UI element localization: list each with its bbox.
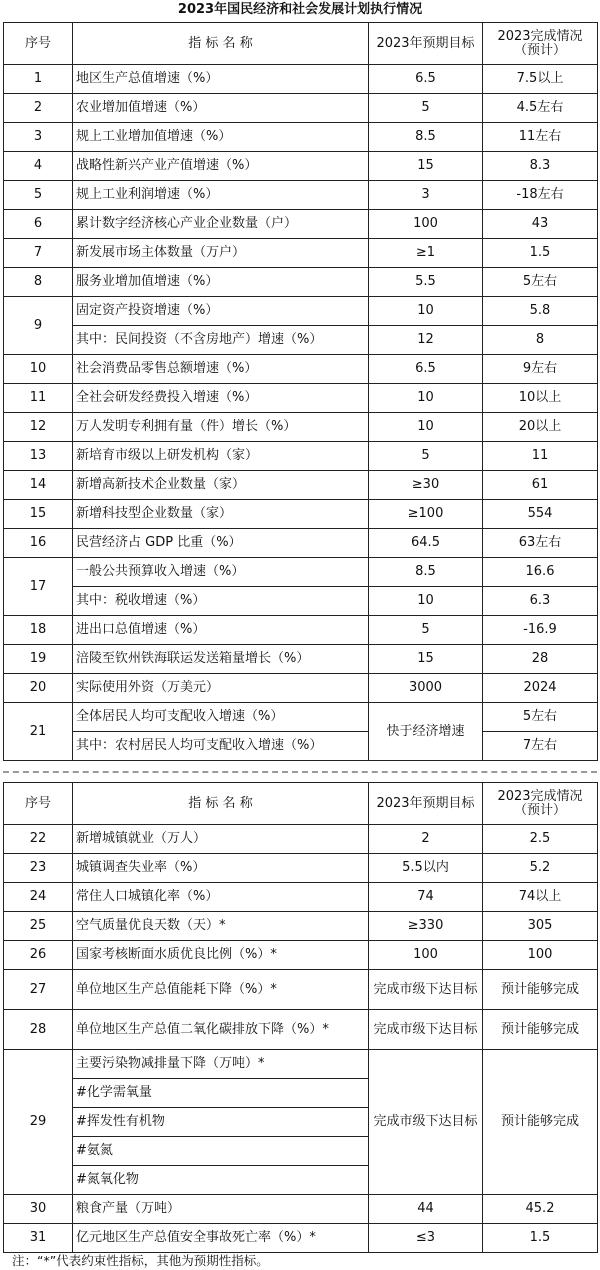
row-seq: 19 [4,645,73,674]
row-target: 10 [369,297,483,326]
row-target: ≥30 [369,471,483,500]
row-result: 5.2 [483,854,598,883]
row-indicator: 地区生产总值增速（%） [73,65,369,94]
row-target: 15 [369,152,483,181]
table-row [4,732,598,761]
row-result: 28 [483,645,598,674]
header-result: 2023完成情况（预计） [483,23,598,65]
row-seq: 30 [4,1195,73,1224]
row-seq: 26 [4,941,73,970]
table-row [4,1224,598,1253]
row-result: 7左右 [483,732,598,761]
row-result: 20以上 [483,413,598,442]
table-row [4,854,598,883]
row-target: 5.5 [369,268,483,297]
row-result: 11 [483,442,598,471]
row-indicator: 固定资产投资增速（%） [73,297,369,326]
table-row [4,413,598,442]
row-seq: 18 [4,616,73,645]
table-row [4,123,598,152]
row-target: 2 [369,825,483,854]
row-result: 8.3 [483,152,598,181]
row-seq: 27 [4,970,73,1010]
row-result: 7.5以上 [483,65,598,94]
row-seq: 5 [4,181,73,210]
row-target: 完成市级下达目标 [369,1010,483,1050]
row-target: 64.5 [369,529,483,558]
table-row [4,326,598,355]
row-seq: 22 [4,825,73,854]
row-result: 11左右 [483,123,598,152]
table-row [4,912,598,941]
table-row [4,1195,598,1224]
row-indicator: 其中：税收增速（%） [73,587,369,616]
table-row [4,297,598,326]
row-target: 5 [369,94,483,123]
table-row [4,384,598,413]
table-row [4,883,598,912]
row-indicator: 规上工业增加值增速（%） [73,123,369,152]
row-seq: 25 [4,912,73,941]
table-header-row [4,23,598,65]
row-indicator: 新培育市级以上研发机构（家） [73,442,369,471]
row-target: 5.5以内 [369,854,483,883]
table-row [4,825,598,854]
row-target: 10 [369,587,483,616]
plan-table-part2 [3,782,598,1253]
row-indicator: 其中：农村居民人均可支配收入增速（%） [73,732,369,761]
row-result: 100 [483,941,598,970]
row-seq: 17 [4,558,73,616]
table-row [4,1050,598,1079]
table-row [4,941,598,970]
table-row [4,65,598,94]
row-indicator: 新增高新技术企业数量（家） [73,471,369,500]
row-indicator: 新增科技型企业数量（家） [73,500,369,529]
row-seq: 31 [4,1224,73,1253]
row-result: 74以上 [483,883,598,912]
header-result: 2023完成情况（预计） [483,783,598,825]
row-result: 6.3 [483,587,598,616]
row-target: 100 [369,210,483,239]
row-indicator: 万人发明专利拥有量（件）增长（%） [73,413,369,442]
row-result: 305 [483,912,598,941]
table-row [4,471,598,500]
row-result: 预计能够完成 [483,1050,598,1195]
row-seq: 20 [4,674,73,703]
page-divider [3,771,597,773]
row-target: 100 [369,941,483,970]
row-target: 5 [369,442,483,471]
row-result: 10以上 [483,384,598,413]
row-seq: 7 [4,239,73,268]
row-result: 4.5左右 [483,94,598,123]
row-target: 44 [369,1195,483,1224]
row-result: -18左右 [483,181,598,210]
row-indicator: 空气质量优良天数（天）* [73,912,369,941]
row-result: 2024 [483,674,598,703]
row-seq: 6 [4,210,73,239]
row-target: 6.5 [369,355,483,384]
row-seq: 4 [4,152,73,181]
row-result: 5左右 [483,268,598,297]
row-result: 5左右 [483,703,598,732]
row-target: 10 [369,413,483,442]
row-indicator: #挥发性有机物 [73,1108,369,1137]
row-indicator: 累计数字经济核心产业企业数量（户） [73,210,369,239]
row-target: 5 [369,616,483,645]
row-result: 预计能够完成 [483,1010,598,1050]
row-seq: 12 [4,413,73,442]
row-indicator: 国家考核断面水质优良比例（%）* [73,941,369,970]
header-indicator: 指 标 名 称 [73,23,369,65]
row-seq: 21 [4,703,73,761]
row-indicator: 其中：民间投资（不含房地产）增速（%） [73,326,369,355]
row-target: ≥1 [369,239,483,268]
table-row [4,94,598,123]
row-result: 1.5 [483,239,598,268]
row-indicator: 规上工业利润增速（%） [73,181,369,210]
header-seq: 序号 [4,23,73,65]
row-seq: 23 [4,854,73,883]
row-seq: 28 [4,1010,73,1050]
row-indicator: 亿元地区生产总值安全事故死亡率（%）* [73,1224,369,1253]
table-row [4,645,598,674]
plan-table-part1 [3,22,598,761]
row-result: 63左右 [483,529,598,558]
row-indicator: 单位地区生产总值能耗下降（%）* [73,970,369,1010]
row-target: 8.5 [369,123,483,152]
table-row [4,181,598,210]
row-result: 1.5 [483,1224,598,1253]
row-indicator: 农业增加值增速（%） [73,94,369,123]
row-result: 61 [483,471,598,500]
row-result: 554 [483,500,598,529]
row-target: 74 [369,883,483,912]
row-seq: 29 [4,1050,73,1195]
row-seq: 1 [4,65,73,94]
row-seq: 10 [4,355,73,384]
row-result: 9左右 [483,355,598,384]
row-target: 15 [369,645,483,674]
row-target: 完成市级下达目标 [369,1050,483,1195]
row-target: 快于经济增速 [369,703,483,761]
row-result: 2.5 [483,825,598,854]
table-row [4,1010,598,1050]
row-target: 完成市级下达目标 [369,970,483,1010]
header-target: 2023年预期目标 [369,783,483,825]
row-indicator: 城镇调查失业率（%） [73,854,369,883]
row-target: 6.5 [369,65,483,94]
row-indicator: 民营经济占 GDP 比重（%） [73,529,369,558]
row-target: 10 [369,384,483,413]
table-row [4,970,598,1010]
table-row [4,268,598,297]
row-indicator: 战略性新兴产业产值增速（%） [73,152,369,181]
row-indicator: 社会消费品零售总额增速（%） [73,355,369,384]
row-target: 3000 [369,674,483,703]
row-seq: 9 [4,297,73,355]
row-indicator: 一般公共预算收入增速（%） [73,558,369,587]
row-indicator: #氨氮 [73,1137,369,1166]
header-indicator: 指 标 名 称 [73,783,369,825]
row-indicator: 全体居民人均可支配收入增速（%） [73,703,369,732]
row-target: ≥330 [369,912,483,941]
row-result: 45.2 [483,1195,598,1224]
row-indicator: 常住人口城镇化率（%） [73,883,369,912]
row-indicator: 服务业增加值增速（%） [73,268,369,297]
table-row [4,674,598,703]
row-seq: 16 [4,529,73,558]
header-target: 2023年预期目标 [369,23,483,65]
row-seq: 15 [4,500,73,529]
row-seq: 24 [4,883,73,912]
row-indicator: 新发展市场主体数量（万户） [73,239,369,268]
row-indicator: 进出口总值增速（%） [73,616,369,645]
table-row [4,587,598,616]
row-indicator: 新增城镇就业（万人） [73,825,369,854]
row-seq: 13 [4,442,73,471]
row-result: 16.6 [483,558,598,587]
table-row [4,529,598,558]
row-result: 43 [483,210,598,239]
row-seq: 14 [4,471,73,500]
row-seq: 11 [4,384,73,413]
row-seq: 3 [4,123,73,152]
table-row [4,210,598,239]
table-row [4,703,598,732]
row-indicator: 实际使用外资（万美元） [73,674,369,703]
row-result: 预计能够完成 [483,970,598,1010]
row-result: -16.9 [483,616,598,645]
row-seq: 8 [4,268,73,297]
table-header-row [4,783,598,825]
row-indicator: 全社会研发经费投入增速（%） [73,384,369,413]
row-result: 5.8 [483,297,598,326]
header-seq: 序号 [4,783,73,825]
row-indicator: 涪陵至钦州铁海联运发送箱量增长（%） [73,645,369,674]
row-target: ≥100 [369,500,483,529]
table-row [4,500,598,529]
table-row [4,152,598,181]
row-target: 3 [369,181,483,210]
row-target: 8.5 [369,558,483,587]
row-target: ≤3 [369,1224,483,1253]
table-row [4,558,598,587]
row-result: 8 [483,326,598,355]
page-title: 2023年国民经济和社会发展计划执行情况 [177,2,423,17]
table-row [4,442,598,471]
row-indicator: #化学需氧量 [73,1079,369,1108]
row-indicator: 主要污染物减排量下降（万吨）* [73,1050,369,1079]
row-indicator: 单位地区生产总值二氧化碳排放下降（%）* [73,1010,369,1050]
table-row [4,239,598,268]
table-row [4,355,598,384]
table-row [4,616,598,645]
row-indicator: #氮氧化物 [73,1166,369,1195]
row-indicator: 粮食产量（万吨） [73,1195,369,1224]
footnote: 注：“*”代表约束性指标，其他为预期性指标。 [12,1253,269,1268]
row-target: 12 [369,326,483,355]
row-seq: 2 [4,94,73,123]
